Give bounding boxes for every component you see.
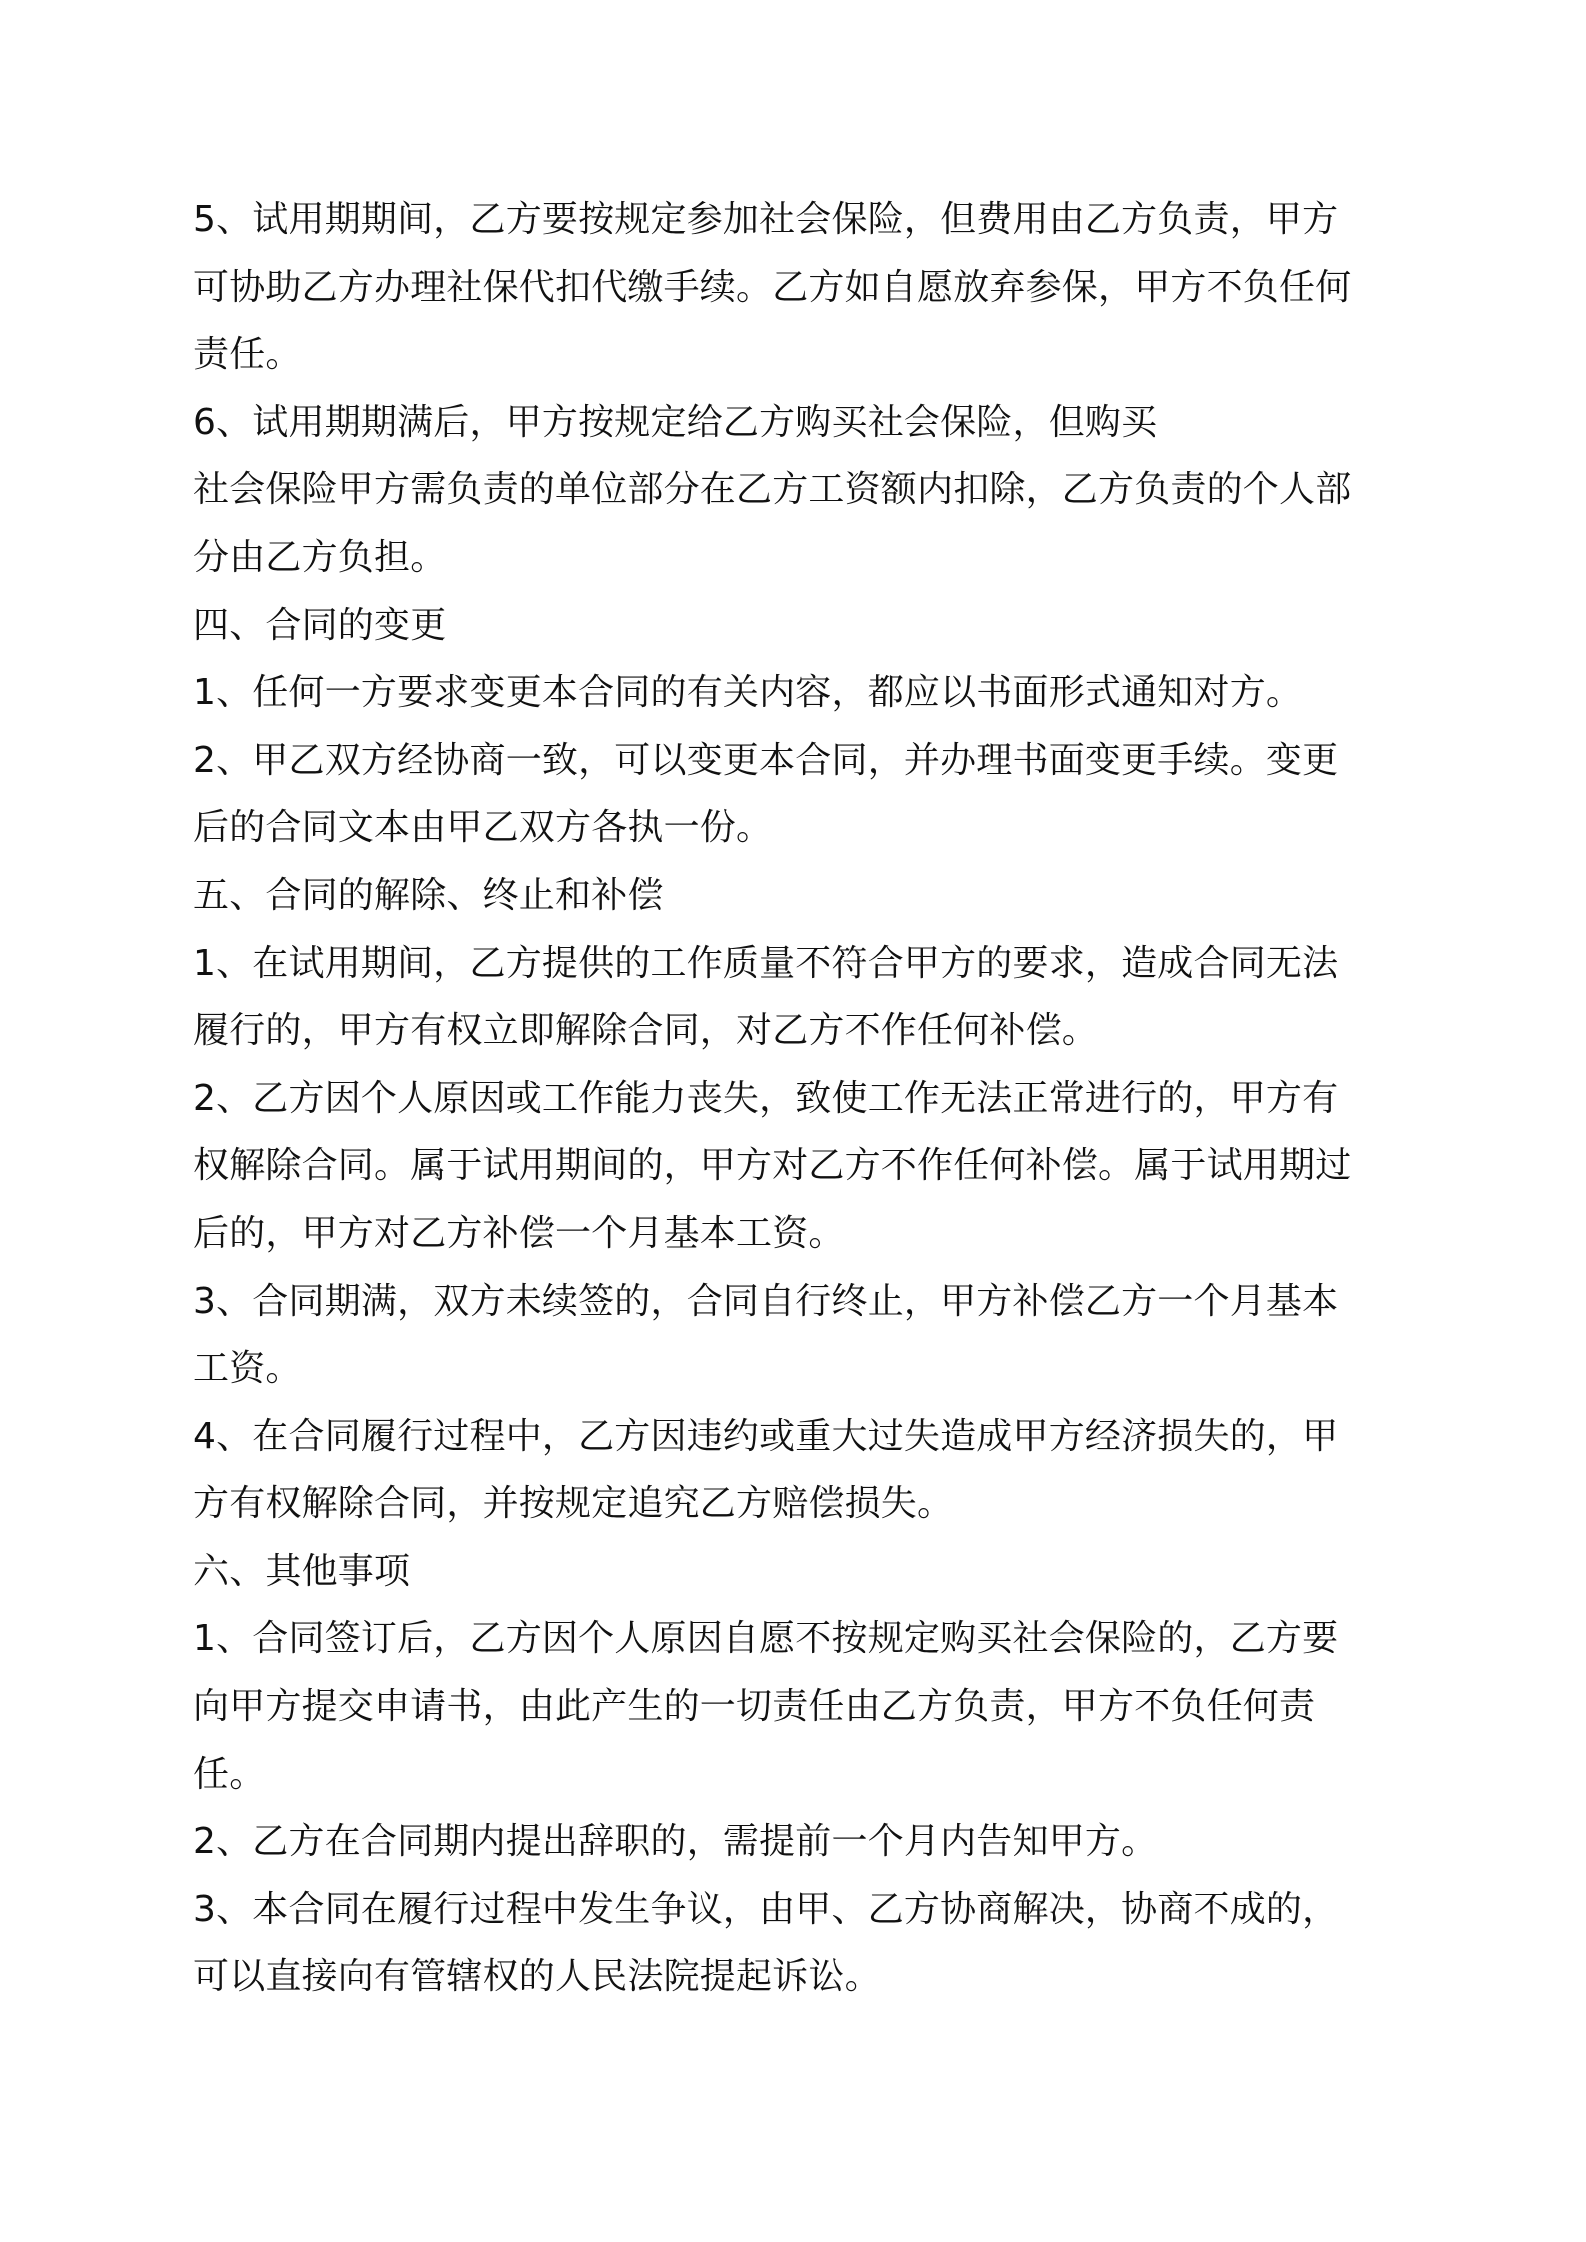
other-clause-1-line-1: 1、合同签订后，乙方因个人原因自愿不按规定购买社会保险的，乙方要 [193,1618,1339,1660]
termination-clause-3-line-2: 工资。 [193,1348,302,1390]
termination-clause-3-line-1: 3、合同期满，双方未续签的，合同自行终止，甲方补偿乙方一个月基本 [193,1280,1339,1322]
termination-clause-1-line-2: 履行的，甲方有权立即解除合同，对乙方不作任何补偿。 [193,1010,1099,1052]
document-body [193,186,1413,2011]
section-heading-other-matters: 六、其他事项 [193,1550,411,1592]
change-clause-2-line-1: 2、甲乙双方经协商一致，可以变更本合同，并办理书面变更手续。变更 [193,739,1339,781]
other-clause-3-line-1: 3、本合同在履行过程中发生争议，由甲、乙方协商解决，协商不成的， [193,1888,1339,1930]
clause-5-line-1: 5、试用期期间，乙方要按规定参加社会保险，但费用由乙方负责，甲方 [193,199,1339,240]
clause-5-line-2: 可协助乙方办理社保代扣代缴手续。乙方如自愿放弃参保，甲方不负任何 [193,266,1352,308]
section-heading-termination: 五、合同的解除、终止和补偿 [193,874,664,916]
termination-clause-4-line-1: 4、在合同履行过程中，乙方因违约或重大过失造成甲方经济损失的，甲 [193,1415,1339,1457]
clause-6-line-1: 6、试用期期满后，甲方按规定给乙方购买社会保险，但购买 [193,401,1158,443]
other-clause-3-line-2: 可以直接向有管辖权的人民法院提起诉讼。 [193,1956,881,1998]
termination-clause-4-line-2: 方有权解除合同，并按规定追究乙方赔偿损失。 [193,1483,954,1525]
termination-clause-2-line-3: 后的，甲方对乙方补偿一个月基本工资。 [193,1212,845,1254]
other-clause-2: 2、乙方在合同期内提出辞职的，需提前一个月内告知甲方。 [193,1821,1158,1863]
section-heading-contract-change: 四、合同的变更 [193,604,447,646]
termination-clause-2-line-1: 2、乙方因个人原因或工作能力丧失，致使工作无法正常进行的，甲方有 [193,1077,1339,1119]
change-clause-2-line-2: 后的合同文本由甲乙双方各执一份。 [193,807,773,849]
change-clause-1: 1、任何一方要求变更本合同的有关内容，都应以书面形式通知对方。 [193,672,1303,714]
termination-clause-1-line-1: 1、在试用期间，乙方提供的工作质量不符合甲方的要求，造成合同无法 [193,942,1339,984]
other-clause-1-line-2: 向甲方提交申请书，由此产生的一切责任由乙方负责，甲方不负任何责 [193,1686,1316,1728]
clause-6-line-3: 分由乙方负担。 [193,536,447,578]
clause-6-line-2: 社会保险甲方需负责的单位部分在乙方工资额内扣除，乙方负责的个人部 [193,469,1352,511]
other-clause-1-line-3: 任。 [193,1753,266,1795]
clause-5-line-3: 责任。 [193,334,302,376]
termination-clause-2-line-2: 权解除合同。属于试用期间的，甲方对乙方不作任何补偿。属于试用期过 [193,1145,1352,1187]
